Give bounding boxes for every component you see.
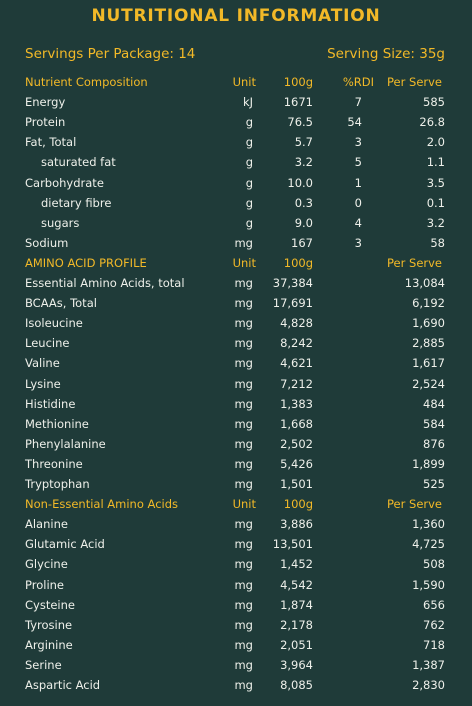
cell-per-100g: 1,383 <box>280 396 313 411</box>
cell-per-serve: 1,899 <box>412 456 445 471</box>
cell-per-serve: 58 <box>430 235 445 250</box>
cell-per-serve: 26.8 <box>419 115 445 130</box>
table-row <box>0 132 472 152</box>
table-row <box>0 92 472 112</box>
cell-per-100g: 2,178 <box>280 617 313 632</box>
table-row <box>0 374 472 394</box>
cell-per-serve: 508 <box>423 557 445 572</box>
header-cell-rdi: %RDI <box>342 75 374 89</box>
header-cell-per-serve: Per Serve <box>387 255 442 270</box>
header-cell-name: Non-Essential Amino Acids <box>25 497 179 512</box>
header-cell-unit: Unit <box>232 75 256 89</box>
cell-name: Energy <box>25 95 66 110</box>
cell-per-serve: 2,830 <box>412 678 445 692</box>
cell-unit: mg <box>234 356 253 371</box>
cell-name: Fat, Total <box>25 135 77 150</box>
header-cell-unit: Unit <box>232 255 256 270</box>
table-row <box>0 394 472 414</box>
cell-unit: mg <box>234 597 253 612</box>
section-header <box>0 72 472 92</box>
header-cell-per-serve: Per Serve <box>387 497 442 512</box>
cell-name: Tryptophan <box>25 477 90 491</box>
table-row <box>0 615 472 635</box>
table-row <box>0 434 472 454</box>
cell-unit: g <box>245 215 253 230</box>
cell-name: Histidine <box>25 396 76 411</box>
table-row <box>0 313 472 333</box>
table-row <box>0 112 472 132</box>
cell-unit: mg <box>234 235 253 250</box>
cell-per-100g: 3,964 <box>280 657 313 672</box>
cell-per-serve: 484 <box>423 396 445 411</box>
cell-per-100g: 167 <box>291 235 313 250</box>
cell-name: Arginine <box>25 637 73 652</box>
cell-per-100g: 1,452 <box>280 557 313 572</box>
cell-name: Glycine <box>25 557 68 572</box>
cell-per-100g: 37,384 <box>272 276 313 290</box>
cell-per-serve: 4,725 <box>412 537 445 552</box>
page-title: NUTRITIONAL INFORMATION <box>91 6 381 26</box>
cell-name: Sodium <box>25 235 69 250</box>
table-row <box>0 173 472 193</box>
cell-per-100g: 5,426 <box>280 456 313 471</box>
header-cell-per-100g: 100g <box>283 255 313 270</box>
cell-per-100g: 17,691 <box>272 296 313 311</box>
cell-unit: g <box>245 115 253 130</box>
cell-rdi: 54 <box>347 115 362 130</box>
table-row <box>0 353 472 373</box>
table-row <box>0 193 472 213</box>
cell-unit: g <box>245 135 253 150</box>
cell-per-serve: 525 <box>423 477 445 491</box>
cell-per-serve: 2.0 <box>426 135 445 150</box>
cell-unit: mg <box>234 296 253 311</box>
cell-unit: mg <box>234 637 253 652</box>
cell-name: Aspartic Acid <box>25 678 101 692</box>
cell-name: Carbohydrate <box>25 175 104 190</box>
cell-unit: mg <box>234 276 253 290</box>
cell-rdi: 3 <box>354 235 362 250</box>
cell-unit: mg <box>234 336 253 351</box>
header-cell-name: AMINO ACID PROFILE <box>25 255 147 270</box>
table-row <box>0 454 472 474</box>
cell-per-serve: 2,885 <box>412 336 445 351</box>
section-header <box>0 253 472 273</box>
cell-rdi: 7 <box>354 95 362 110</box>
cell-unit: mg <box>234 456 253 471</box>
cell-per-100g: 1671 <box>283 95 313 110</box>
cell-per-100g: 1,874 <box>280 597 313 612</box>
cell-name: Phenylalanine <box>25 436 106 451</box>
cell-per-100g: 4,828 <box>280 316 313 331</box>
cell-per-100g: 1,668 <box>280 416 313 431</box>
cell-per-100g: 10.0 <box>287 175 313 190</box>
cell-per-serve: 762 <box>423 617 445 632</box>
cell-unit: mg <box>234 376 253 391</box>
cell-unit: g <box>245 195 253 210</box>
cell-name: Lysine <box>25 376 61 391</box>
table-row <box>0 273 472 293</box>
cell-per-100g: 1,501 <box>280 477 313 491</box>
header-cell-name: Nutrient Composition <box>25 75 148 89</box>
table-row <box>0 213 472 233</box>
cell-per-serve: 876 <box>423 436 445 451</box>
table-row <box>0 635 472 655</box>
cell-per-100g: 2,051 <box>280 637 313 652</box>
cell-per-serve: 718 <box>423 637 445 652</box>
cell-unit: g <box>245 175 253 190</box>
cell-per-100g: 7,212 <box>280 376 313 391</box>
cell-per-serve: 2,524 <box>412 376 445 391</box>
cell-per-serve: 1,617 <box>412 356 445 371</box>
cell-per-100g: 0.3 <box>294 195 313 210</box>
table-row <box>0 575 472 595</box>
cell-per-serve: 585 <box>423 95 445 110</box>
cell-per-serve: 3.2 <box>426 215 445 230</box>
cell-name: sugars <box>41 215 80 230</box>
cell-unit: mg <box>234 657 253 672</box>
cell-name: Glutamic Acid <box>25 537 105 552</box>
cell-unit: mg <box>234 316 253 331</box>
table-row <box>0 675 472 695</box>
table-row <box>0 595 472 615</box>
cell-per-serve: 0.1 <box>426 195 445 210</box>
cell-unit: mg <box>234 557 253 572</box>
cell-per-100g: 2,502 <box>280 436 313 451</box>
table-row <box>0 534 472 554</box>
cell-per-serve: 656 <box>423 597 445 612</box>
cell-per-serve: 1,690 <box>412 316 445 331</box>
table-row <box>0 152 472 172</box>
cell-rdi: 4 <box>354 215 362 230</box>
cell-per-100g: 8,242 <box>280 336 313 351</box>
cell-name: Valine <box>25 356 60 371</box>
cell-rdi: 5 <box>354 155 362 170</box>
cell-unit: mg <box>234 537 253 552</box>
cell-name: Tyrosine <box>25 617 73 632</box>
cell-per-serve: 3.5 <box>426 175 445 190</box>
cell-name: Serine <box>25 657 62 672</box>
cell-unit: mg <box>234 577 253 592</box>
cell-name: Cysteine <box>25 597 75 612</box>
header-cell-per-serve: Per Serve <box>387 75 442 89</box>
cell-per-100g: 13,501 <box>272 537 313 552</box>
cell-name: dietary fibre <box>41 195 112 210</box>
cell-unit: g <box>245 155 253 170</box>
table-row <box>0 655 472 675</box>
cell-rdi: 0 <box>354 195 362 210</box>
cell-per-100g: 8,085 <box>280 678 313 692</box>
cell-name: Isoleucine <box>25 316 83 331</box>
cell-name: Protein <box>25 115 66 130</box>
servings-per-package: Servings Per Package: 14 <box>25 46 196 62</box>
table-row <box>0 414 472 434</box>
cell-unit: mg <box>234 517 253 532</box>
cell-name: Alanine <box>25 517 68 532</box>
cell-name: saturated fat <box>41 155 116 170</box>
table-row <box>0 293 472 313</box>
header-cell-per-100g: 100g <box>283 75 313 89</box>
serving-size: Serving Size: 35g <box>327 46 445 62</box>
table-row <box>0 474 472 494</box>
header-cell-unit: Unit <box>232 497 256 512</box>
cell-per-100g: 4,542 <box>280 577 313 592</box>
cell-name: Threonine <box>25 456 83 471</box>
cell-unit: mg <box>234 477 253 491</box>
cell-unit: kJ <box>242 95 253 110</box>
cell-name: BCAAs, Total <box>25 296 97 311</box>
cell-rdi: 3 <box>354 135 362 150</box>
cell-per-100g: 3.2 <box>294 155 313 170</box>
cell-per-serve: 1.1 <box>426 155 445 170</box>
cell-per-serve: 6,192 <box>412 296 445 311</box>
cell-per-serve: 13,084 <box>404 276 445 290</box>
cell-unit: mg <box>234 617 253 632</box>
cell-per-100g: 76.5 <box>287 115 313 130</box>
cell-unit: mg <box>234 436 253 451</box>
cell-per-100g: 3,886 <box>280 517 313 532</box>
cell-rdi: 1 <box>354 175 362 190</box>
section-header <box>0 494 472 514</box>
table-row <box>0 333 472 353</box>
cell-unit: mg <box>234 678 253 692</box>
cell-per-serve: 584 <box>423 416 445 431</box>
cell-name: Methionine <box>25 416 89 431</box>
header-cell-per-100g: 100g <box>283 497 313 512</box>
cell-name: Leucine <box>25 336 70 351</box>
cell-per-serve: 1,387 <box>412 657 445 672</box>
cell-per-100g: 5.7 <box>294 135 313 150</box>
table-row <box>0 233 472 253</box>
cell-per-serve: 1,360 <box>412 517 445 532</box>
cell-per-100g: 4,621 <box>280 356 313 371</box>
cell-name: Essential Amino Acids, total <box>25 276 185 290</box>
cell-unit: mg <box>234 396 253 411</box>
cell-name: Proline <box>25 577 64 592</box>
cell-unit: mg <box>234 416 253 431</box>
cell-per-serve: 1,590 <box>412 577 445 592</box>
table-row <box>0 554 472 574</box>
cell-per-100g: 9.0 <box>294 215 313 230</box>
table-row <box>0 514 472 534</box>
